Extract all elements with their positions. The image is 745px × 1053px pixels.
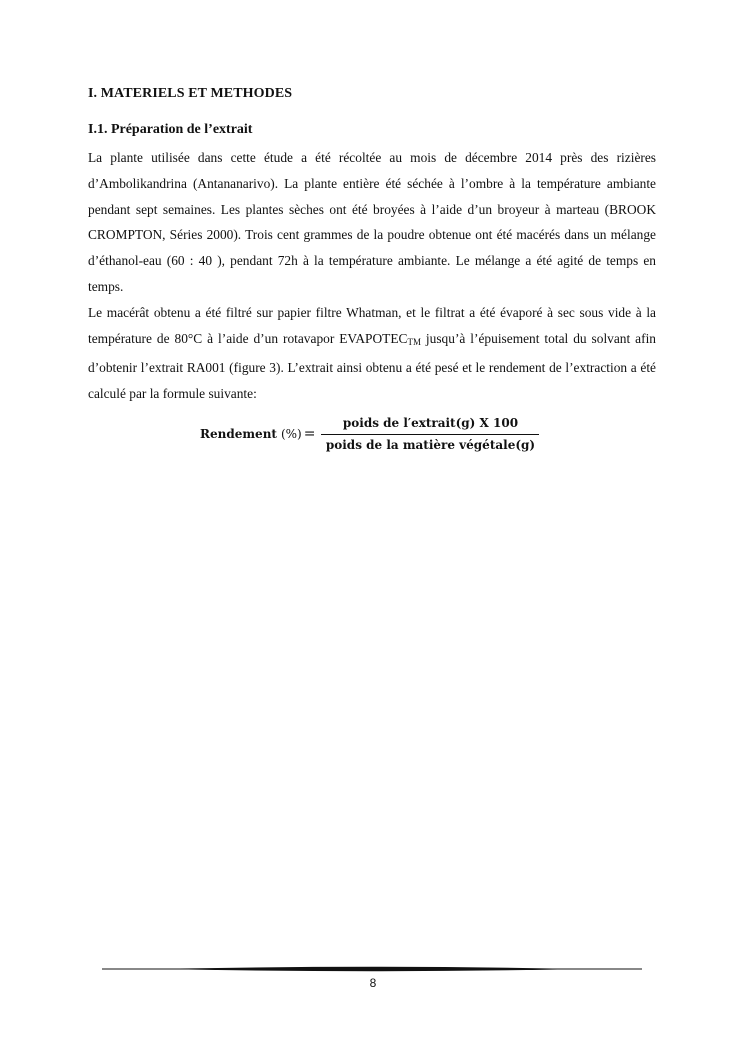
section-heading: I. MATERIELS ET METHODES xyxy=(88,86,293,101)
paragraph-2-text-a: Le macérât obtenu a été filtré sur papier filtre Whatman, et le filtrat a été évaporé à sec sous vide à la température de 80°C à l’aide d’un rotavapor EVAPOTEC xyxy=(88,304,656,346)
paragraph-1: La plante utilisée dans cette étude a été récoltée au mois de décembre 2014 près des rizières d’Ambolikandrina (Antananarivo). La plante entière été séchée à l’ombre à la température ambiante pendant sept semaines. Les plantes sèches ont été broyées à l’aide d’un broyeur à marteau (BROOK CROMPTON, Séries 2000). Trois cent grammes de la poudre obtenue ont été macérés dans un mélange d’éthanol-eau (60 : 40 ), pendant 72h à la température ambiante. Le mélange a été agité de temps en temps. xyxy=(88,150,656,294)
body-text xyxy=(88,145,656,407)
footer-divider xyxy=(102,962,642,976)
formula-fraction xyxy=(321,416,539,452)
paragraph-2-text-b: jusqu’à l’épuisement total du solvant afin d’obtenir l’extrait RA001 (figure 3). L’extrait ainsi obtenu a été pesé et le rendement de l’extraction a été calculé par la formule suivante: xyxy=(88,330,657,402)
paragraph-2 xyxy=(88,300,656,407)
formula-lhs: Rendement xyxy=(200,427,277,441)
formula-lhs-unit: (%) xyxy=(280,427,302,441)
trademark-subscript: TM xyxy=(407,336,421,347)
formula-denominator: poids de la matière végétale(g) xyxy=(325,438,536,452)
subsection-heading: I.1. Préparation de l’extrait xyxy=(88,122,253,137)
formula-numerator: poids de l′extrait(g) X 100 xyxy=(342,416,519,430)
formula-equals: = xyxy=(303,426,316,442)
yield-formula xyxy=(200,416,539,452)
page-number: 8 xyxy=(369,976,377,990)
